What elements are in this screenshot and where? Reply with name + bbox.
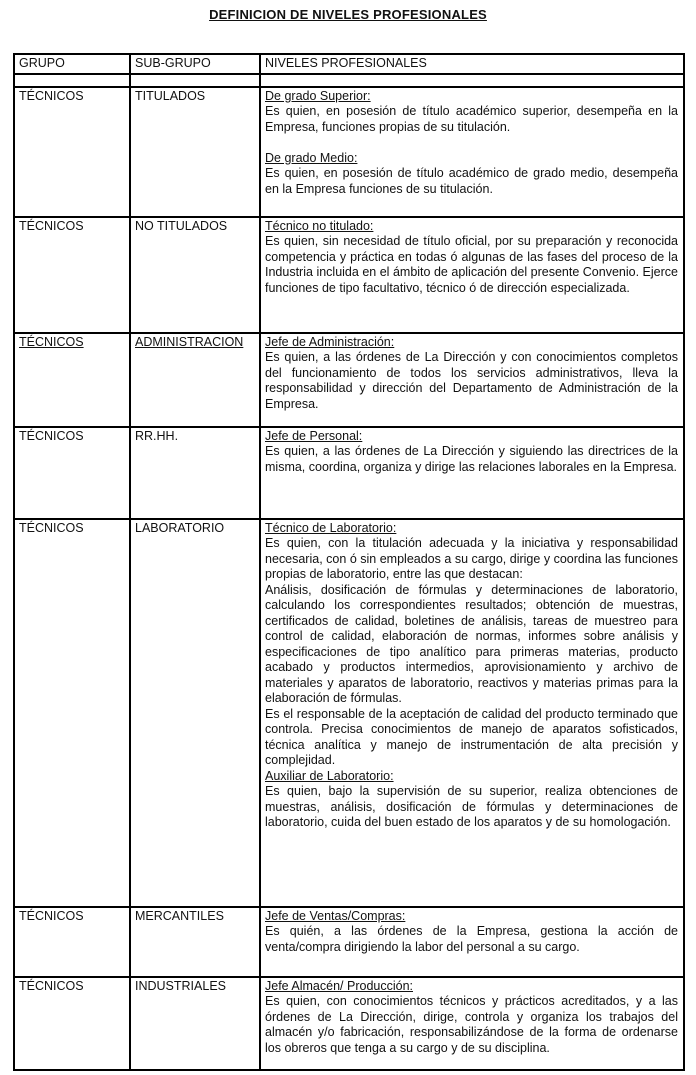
niveles-cell bbox=[260, 519, 684, 907]
niveles-cell bbox=[260, 427, 684, 519]
table-row bbox=[14, 977, 684, 1070]
table-row bbox=[14, 217, 684, 333]
table-row bbox=[14, 519, 684, 907]
niveles-cell bbox=[260, 87, 684, 217]
subgrupo-label: RR.HH. bbox=[135, 428, 179, 443]
level-description: Es quien, a las órdenes de La Dirección y con conocimientos completos del funcionamiento de todos los servicios administrativos, lleva la responsabilidad y dirección del Departamento de Administración de la Empresa. bbox=[265, 350, 678, 411]
subgrupo-label: MERCANTILES bbox=[135, 908, 224, 923]
blank-line bbox=[265, 135, 678, 151]
table-body bbox=[14, 87, 684, 1070]
level-title: Jefe de Administración: bbox=[265, 334, 395, 349]
grupo-cell bbox=[14, 977, 130, 1070]
level-description: Análisis, dosificación de fórmulas y determinaciones de laboratorio, calculando los correspondientes resultados; obtención de muestras, certificados de calidad, boletines de análisis, tareas de muestreo para control de calidad, elaboración de normas, informes sobre análisis y especificaciones de tipo analítico para primeras materias, producto acabado y productos intermedios, aprovisionamiento y archivo de materiales y aparatos de laboratorio, reactivos y materias primas para la elaboración de fórmulas. bbox=[265, 582, 678, 705]
level-title: Jefe de Personal: bbox=[265, 428, 363, 443]
subgrupo-label: INDUSTRIALES bbox=[135, 978, 226, 993]
table-header-row bbox=[14, 54, 684, 74]
niveles-cell bbox=[260, 977, 684, 1070]
subgrupo-label: TITULADOS bbox=[135, 88, 206, 103]
subgrupo-label: LABORATORIO bbox=[135, 520, 225, 535]
grupo-cell bbox=[14, 427, 130, 519]
level-title: Jefe Almacén/ Producción: bbox=[265, 978, 413, 993]
subgrupo-cell bbox=[130, 87, 260, 217]
subgrupo-cell bbox=[130, 907, 260, 977]
column-header-niveles: NIVELES PROFESIONALES bbox=[260, 54, 684, 74]
subgrupo-label: NO TITULADOS bbox=[135, 218, 228, 233]
level-description: Es quién, a las órdenes de la Empresa, gestiona la acción de venta/compra dirigiendo la labor del personal a su cargo. bbox=[265, 924, 678, 954]
grupo-cell bbox=[14, 217, 130, 333]
grupo-cell bbox=[14, 519, 130, 907]
grupo-label: TÉCNICOS bbox=[19, 218, 84, 233]
level-title: De grado Superior: bbox=[265, 88, 371, 103]
subgrupo-label: ADMINISTRACION bbox=[135, 334, 244, 349]
level-description: Es quien, sin necesidad de título oficial, por su preparación y reconocida competencia y práctica en todas ó algunas de las fases del proceso de la Industria incluida en el ámbito de aplicación del presente Convenio. Ejerce funciones de tipo facultativo, técnico ó de dirección especializada. bbox=[265, 234, 678, 295]
level-title: Técnico no titulado: bbox=[265, 218, 374, 233]
subgrupo-cell bbox=[130, 217, 260, 333]
grupo-label: TÉCNICOS bbox=[19, 908, 84, 923]
level-description: Es el responsable de la aceptación de calidad del producto terminado que controla. Precisa conocimientos de manejo de aparatos sofisticados, técnica analítica y manejo de instrumentación de alta precisión y complejidad. bbox=[265, 706, 678, 767]
level-title: Jefe de Ventas/Compras: bbox=[265, 908, 406, 923]
table-row bbox=[14, 87, 684, 217]
spacer-row bbox=[14, 74, 684, 87]
column-header-grupo: GRUPO bbox=[14, 54, 130, 74]
empty-cell bbox=[14, 74, 130, 87]
empty-cell bbox=[130, 74, 260, 87]
table-row bbox=[14, 427, 684, 519]
grupo-label: TÉCNICOS bbox=[19, 520, 84, 535]
subgrupo-cell bbox=[130, 427, 260, 519]
grupo-cell bbox=[14, 333, 130, 427]
column-header-subgrupo: SUB-GRUPO bbox=[130, 54, 260, 74]
grupo-cell bbox=[14, 907, 130, 977]
table-row bbox=[14, 333, 684, 427]
niveles-cell bbox=[260, 217, 684, 333]
level-description: Es quien, con conocimientos técnicos y prácticos acreditados, y a las órdenes de La Dirección, dirige, controla y organiza los trabajos del almacén y/o fabricación, responsabilizándose de la forma de ordenarse los obreros que tenga a su cargo y de su disciplina. bbox=[265, 994, 678, 1055]
level-title: De grado Medio: bbox=[265, 150, 358, 165]
subgrupo-cell bbox=[130, 977, 260, 1070]
niveles-cell bbox=[260, 333, 684, 427]
niveles-cell bbox=[260, 907, 684, 977]
level-title: Auxiliar de Laboratorio: bbox=[265, 768, 394, 783]
level-description: Es quien, en posesión de título académico de grado medio, desempeña en la Empresa funciones de su titulación. bbox=[265, 166, 678, 196]
professional-levels-table bbox=[13, 53, 685, 1071]
grupo-label: TÉCNICOS bbox=[19, 88, 84, 103]
level-description: Es quien, a las órdenes de La Dirección y siguiendo las directrices de la misma, coordina, organiza y dirige las relaciones laborales en la Empresa. bbox=[265, 444, 678, 474]
subgrupo-cell bbox=[130, 519, 260, 907]
grupo-label: TÉCNICOS bbox=[19, 978, 84, 993]
table-row bbox=[14, 907, 684, 977]
subgrupo-cell bbox=[130, 333, 260, 427]
empty-cell bbox=[260, 74, 684, 87]
level-title: Técnico de Laboratorio: bbox=[265, 520, 397, 535]
page-title: DEFINICION DE NIVELES PROFESIONALES bbox=[209, 7, 487, 22]
level-description: Es quien, en posesión de título académico superior, desempeña en la Empresa, funciones propias de su titulación. bbox=[265, 104, 678, 134]
grupo-label: TÉCNICOS bbox=[19, 334, 84, 349]
grupo-cell bbox=[14, 87, 130, 217]
grupo-label: TÉCNICOS bbox=[19, 428, 84, 443]
level-description: Es quien, con la titulación adecuada y la iniciativa y responsabilidad necesaria, con ó sin empleados a su cargo, dirige y coordina las funciones propias de laboratorio, entre las que destacan: bbox=[265, 536, 678, 581]
level-description: Es quien, bajo la supervisión de su superior, realiza obtenciones de muestras, análisis, dosificación de fórmulas y determinaciones de laboratorio, cuida del buen estado de los aparatos y de su homologación. bbox=[265, 784, 678, 829]
